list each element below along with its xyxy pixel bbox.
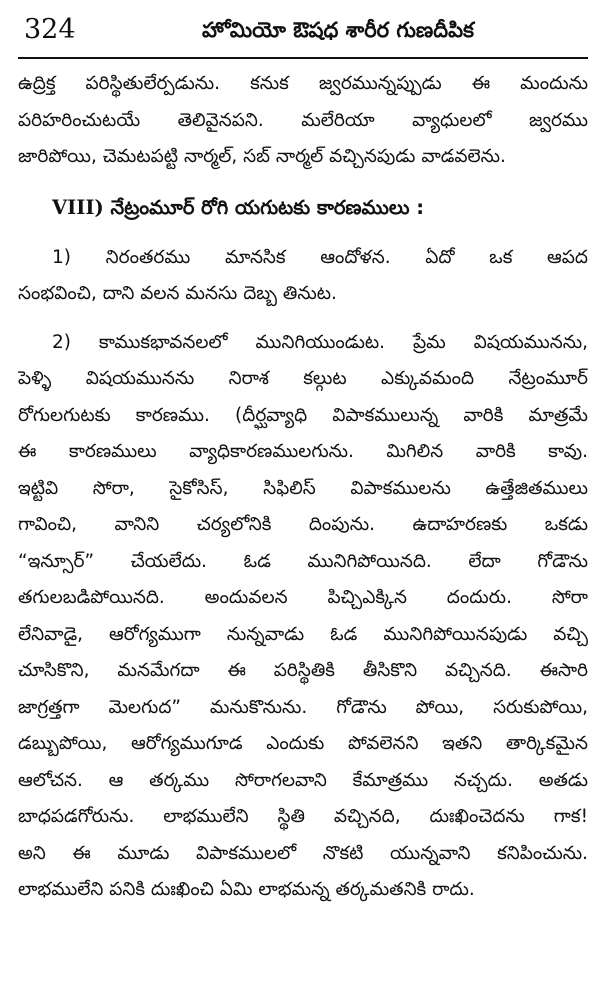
section-numeral: VIII) xyxy=(52,195,104,219)
text-line: లాభములేని పనికి దుఃఖించి ఏమి లాభమన్న తర్కమతనికి రాదు. xyxy=(18,879,475,900)
paragraph-continuation xyxy=(18,66,588,176)
paragraph-gap xyxy=(18,228,588,240)
text-line: డబ్బుపోయి, ఆరోగ్యముగూడ ఎందుకు పోవలెనని ఇతని తార్కికమైన xyxy=(18,733,588,754)
text-line: ఆలోచన. ఆ తర్కము సోరాగలవాని కేమాత్రము నచ్చదు. అతడు xyxy=(18,769,588,791)
text-line: తగులబడిపోయినది. అందువలన పిచ్చిఎక్కిన దందురు. సోరా xyxy=(18,587,588,608)
paragraph-cause-2 xyxy=(18,325,588,909)
text-line: సంభవించి, దాని వలన మనసు దెబ్బ తినుట. xyxy=(18,283,337,304)
section-heading xyxy=(18,188,588,228)
section-title: నేట్రంమూర్ రోగి యగుటకు కారణములు : xyxy=(110,195,425,219)
text-line: లేనివాడై, ఆరోగ్యముగా నున్నవాడు ఓడ మునిగిపోయినపుడు వచ్చి xyxy=(18,623,588,645)
text-line: 2) కాముకభావనలలో మునిగియుండుట. ప్రేమ విషయమునను, xyxy=(52,331,588,353)
text-line: ఉద్రిక్త పరిస్థితులేర్పడును. కనుక జ్వరమున్నప్పుడు ఈ మందును xyxy=(18,73,588,94)
text-line: చూసికొని, మనమేగదా ఈ పరిస్థితికి తీసికొని వచ్చినది. ఈసారి xyxy=(18,660,588,681)
text-line: రోగులగుటకు కారణము. (దీర్ఘవ్యాధి విపాకములున్న వారికి మాత్రమే xyxy=(18,404,588,426)
page-header xyxy=(18,0,588,58)
text-line: “ఇన్సూర్” చేయలేదు. ఓడ మునిగిపోయినది. లేదా గోడౌను xyxy=(18,550,588,572)
text-line: పెళ్ళి విషయమునను నిరాశ కల్గుట ఎక్కువమంది నేట్రంమూర్ xyxy=(18,368,588,389)
book-page xyxy=(18,0,588,981)
text-line: పరిహరించుటయే తెలివైనపని. మలేరియా వ్యాధులలో జ్వరము xyxy=(18,109,588,131)
paragraph-cause-1 xyxy=(18,240,588,313)
text-line: అని ఈ మూడు విపాకములలో నొకటి యున్నవాని కనిపించును. xyxy=(18,842,588,864)
header-rule xyxy=(18,57,588,59)
paragraph-gap xyxy=(18,313,588,325)
text-line: 1) నిరంతరము మానసిక ఆందోళన. ఏదో ఒక ఆపద xyxy=(52,246,588,268)
text-line: జారిపోయి, చెమటపట్టి నార్మల్, సబ్ నార్మల్ వచ్చినపుడు వాడవలెను. xyxy=(18,146,506,167)
text-line: గావించి, వానిని చర్యలోనికి దింపును. ఉదాహరణకు ఒకడు xyxy=(18,514,588,535)
page-number: 324 xyxy=(24,14,76,45)
paragraph-gap xyxy=(18,176,588,188)
text-line: జాగ్రత్తగా మెలగుద” మనుకొనును. గోడౌను పోయి, సరుకుపోయి, xyxy=(18,696,588,718)
body-text xyxy=(18,66,588,909)
text-line: బాధపడగోరును. లాభములేని స్థితి వచ్చినది, దుఃఖించెదను గాక! xyxy=(18,806,588,827)
text-line: ఈ కారణములు వ్యాధికారణములగును. మిగిలిన వారికి కావు. xyxy=(18,441,588,462)
running-title: హోమియో ఔషధ శారీర గుణదీపిక xyxy=(202,18,474,42)
text-line: ఇట్టివి సోరా, సైకోసిస్, సిఫిలిస్ విపాకములను ఉత్తేజితములు xyxy=(18,477,588,499)
